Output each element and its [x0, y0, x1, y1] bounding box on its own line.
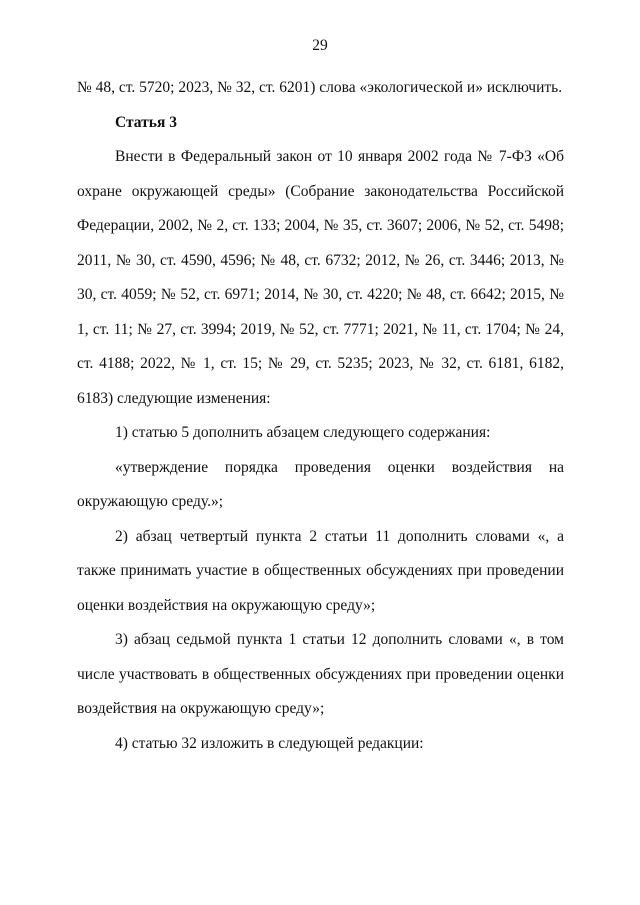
paragraph-item-2: 2) абзац четвертый пункта 2 статьи 11 дополнить словами «, а также принимать участие в общественных обсуждениях при проведении оценки воздействия на окружающую среду»;	[77, 527, 564, 614]
document-body	[77, 71, 564, 761]
paragraph-item-3: 3) абзац седьмой пункта 1 статьи 12 дополнить словами «, в том числе участвовать в общественных обсуждениях при проведении оценки воздействия на окружающую среду»;	[77, 631, 564, 717]
paragraph-continuation: № 48, ст. 5720; 2023, № 32, ст. 6201) слова «экологической и» исключить.	[77, 79, 563, 96]
page-number: 29	[312, 37, 328, 54]
paragraph-item-4: 4) статью 32 изложить в следующей редакции:	[115, 734, 424, 752]
paragraph-amendment-intro: Внести в Федеральный закон от 10 января 2002 года № 7-ФЗ «Об охране окружающей среды» (Собрание законодательства Российской Федерации, 2002, № 2, ст. 133; 2004, № 35, ст. 3607; 2006, № 52, ст. 5498; 2011, № 30, ст. 4590, 4596; № 48, ст. 6732; 2012, № 26, ст. 3446; 2013, № 30, ст. 4059; № 52, ст. 6971; 2014, № 30, ст. 4220; № 48, ст. 6642; 2015, № 1, ст. 11; № 27, ст. 3994; 2019, № 52, ст. 7771; 2021, № 11, ст. 1704; № 24, ст. 4188; 2022, № 1, ст. 15; № 29, ст. 5235; 2023, № 32, ст. 6181, 6182, 6183) следующие изменения:	[77, 148, 564, 407]
paragraph-quote-1: «утверждение порядка проведения оценки воздействия на окружающую среду.»;	[77, 458, 564, 510]
paragraph-item-1: 1) статью 5 дополнить абзацем следующего содержания:	[115, 424, 491, 441]
article-heading: Статья 3	[115, 113, 177, 131]
